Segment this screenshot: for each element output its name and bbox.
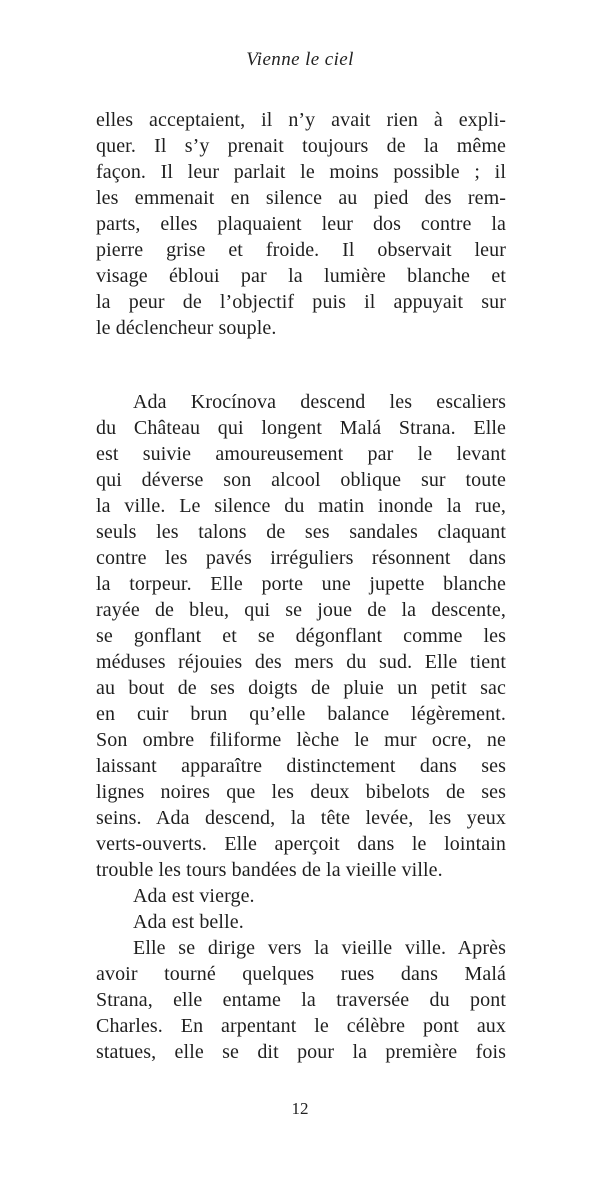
text-line: Son ombre filiforme lèche le mur ocre, ne — [96, 729, 506, 751]
text-line: la ville. Le silence du matin inonde la rue, — [96, 495, 506, 517]
text-line: qui déverse son alcool oblique sur toute — [96, 469, 506, 491]
text-line: seuls les talons de ses sandales claquant — [96, 521, 506, 543]
text-line: contre les pavés irréguliers résonnent dans — [96, 547, 506, 569]
text-line: lignes noires que les deux bibelots de ses — [96, 781, 506, 803]
text-line: du Château qui longent Malá Strana. Elle — [96, 417, 506, 439]
paragraph — [96, 909, 506, 935]
text-line: Strana, elle entame la traversée du pont — [96, 989, 506, 1011]
text-line: Ada Krocínova descend les escaliers — [133, 391, 506, 413]
text-line: pierre grise et froide. Il observait leur — [96, 239, 506, 261]
paragraph — [96, 883, 506, 909]
text-line: Ada est belle. — [133, 911, 244, 933]
text-line: rayée de bleu, qui se joue de la descente, — [96, 599, 506, 621]
page-number: 12 — [291, 1099, 309, 1118]
text-line: visage ébloui par la lumière blanche et — [96, 265, 506, 287]
text-line: seins. Ada descend, la tête levée, les yeux — [96, 807, 506, 829]
text-line: est suivie amoureusement par le levant — [96, 443, 506, 465]
text-line: laissant apparaître distinctement dans ses — [96, 755, 506, 777]
text-line: en cuir brun qu’elle balance légèrement. — [96, 703, 506, 725]
text-line: verts-ouverts. Elle aperçoit dans le lointain — [96, 833, 506, 855]
text-line: façon. Il leur parlait le moins possible ; il — [96, 161, 506, 183]
text-line: se gonflant et se dégonflant comme les — [96, 625, 506, 647]
text-block — [96, 107, 506, 1065]
paragraph — [96, 389, 506, 883]
text-line: la torpeur. Elle porte une jupette blanche — [96, 573, 506, 595]
paragraph — [96, 107, 506, 341]
text-line: au bout de ses doigts de pluie un petit sac — [96, 677, 506, 699]
text-line: trouble les tours bandées de la vieille ville. — [96, 859, 443, 881]
text-line: elles acceptaient, il n’y avait rien à expli- — [96, 109, 506, 131]
text-line: Elle se dirige vers la vieille ville. Après — [133, 937, 506, 959]
text-line: la peur de l’objectif puis il appuyait sur — [96, 291, 506, 313]
text-line: quer. Il s’y prenait toujours de la même — [96, 135, 506, 157]
text-line: parts, elles plaquaient leur dos contre la — [96, 213, 506, 235]
text-line: avoir tourné quelques rues dans Malá — [96, 963, 506, 985]
text-line: les emmenait en silence au pied des rem- — [96, 187, 506, 209]
text-line: Charles. En arpentant le célèbre pont aux — [96, 1015, 506, 1037]
running-header: Vienne le ciel — [246, 49, 354, 70]
text-line: méduses réjouies des mers du sud. Elle tient — [96, 651, 506, 673]
text-line: statues, elle se dit pour la première fois — [96, 1041, 506, 1063]
text-line: Ada est vierge. — [133, 885, 255, 907]
text-line: le déclencheur souple. — [96, 317, 277, 339]
paragraph — [96, 935, 506, 1065]
